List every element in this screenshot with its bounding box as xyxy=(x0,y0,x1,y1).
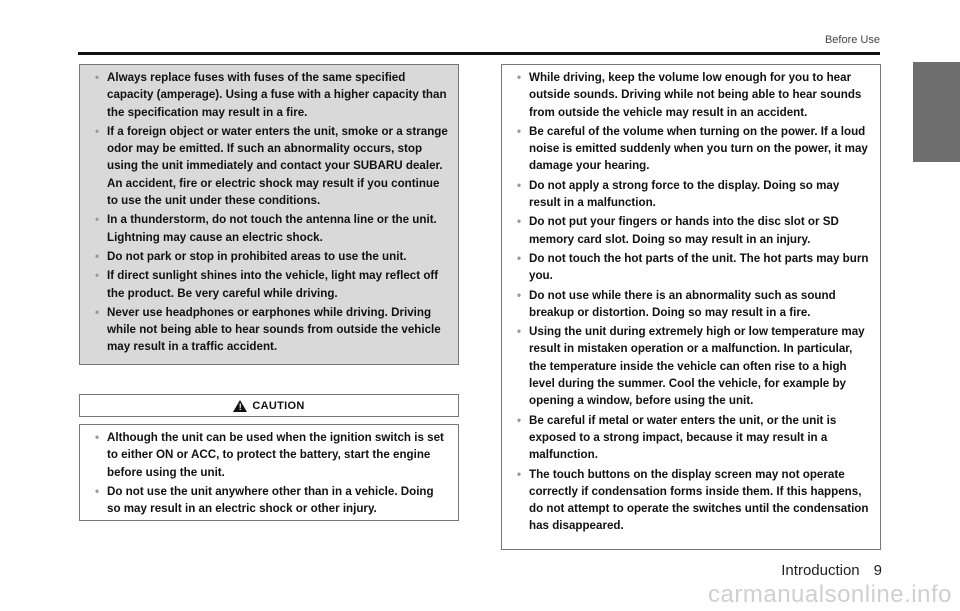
list-item: • Be careful of the volume when turning on the power. If a loud noise is emitted suddenly when you turn on the power, it may damage your hearing. xyxy=(506,123,872,175)
list-item: • Do not apply a strong force to the display. Doing so may result in a malfunction. xyxy=(506,177,872,212)
section-header: Before Use xyxy=(824,34,880,46)
list-item: • Do not park or stop in prohibited areas to use the unit. xyxy=(84,248,450,265)
caution-header xyxy=(79,394,459,417)
warning-list-left xyxy=(84,69,450,356)
list-item: • In a thunderstorm, do not touch the antenna line or the unit. Lightning may cause an electric shock. xyxy=(84,211,450,246)
warning-box-left xyxy=(79,64,459,365)
page-footer xyxy=(781,562,882,579)
list-item: • If a foreign object or water enters the unit, smoke or a strange odor may be emitted. If such an abnormality occurs, stop using the unit immediately and contact your SUBARU dealer. An accident, fire or electric shock may result if you continue to use the unit under these conditions. xyxy=(84,123,450,209)
list-item: • Always replace fuses with fuses of the same specified capacity (amperage). Using a fuse with a higher capacity than the specification may result in a fire. xyxy=(84,69,450,121)
chapter-name: Introduction xyxy=(781,562,860,579)
list-item: • Be careful if metal or water enters the unit, or the unit is exposed to a strong impact, because it may result in a malfunction. xyxy=(506,412,872,464)
list-item: • The touch buttons on the display screen may not operate correctly if condensation forms inside them. If this happens, do not attempt to operate the switches until the condensation has disappeared. xyxy=(506,466,872,535)
caution-list-right xyxy=(506,69,872,535)
list-item: • Do not put your fingers or hands into the disc slot or SD memory card slot. Doing so may result in an injury. xyxy=(506,213,872,248)
list-item: • Do not use while there is an abnormality such as sound breakup or distortion. Doing so may result in a fire. xyxy=(506,287,872,322)
list-item: • While driving, keep the volume low enough for you to hear outside sounds. Driving while not being able to hear sounds from outside the vehicle may result in an accident. xyxy=(506,69,872,121)
list-item: • Although the unit can be used when the ignition switch is set to either ON or ACC, to protect the battery, start the engine before using the unit. xyxy=(84,429,450,481)
warning-triangle-icon: ! xyxy=(233,400,247,412)
list-item: • Never use headphones or earphones while driving. Driving while not being able to hear sounds from outside the vehicle may result in a traffic accident. xyxy=(84,304,450,356)
page-number: 9 xyxy=(873,562,882,579)
list-item: • If direct sunlight shines into the vehicle, light may reflect off the product. Be very careful while driving. xyxy=(84,267,450,302)
watermark: carmanualsonline.info xyxy=(708,581,952,608)
list-item: • Using the unit during extremely high or low temperature may result in mistaken operation or a malfunction. In particular, the temperature inside the vehicle can often rise to a high level during the summer. Cool the vehicle, for example by opening a window, before using the unit. xyxy=(506,323,872,409)
caution-box-right xyxy=(501,64,881,550)
header-rule xyxy=(78,52,880,55)
caution-title: CAUTION xyxy=(252,399,305,412)
list-item: • Do not touch the hot parts of the unit. The hot parts may burn you. xyxy=(506,250,872,285)
caution-box xyxy=(79,424,459,521)
chapter-tab xyxy=(913,62,960,162)
list-item: • Do not use the unit anywhere other than in a vehicle. Doing so may result in an electric shock or other injury. xyxy=(84,483,450,518)
caution-list xyxy=(84,429,450,517)
